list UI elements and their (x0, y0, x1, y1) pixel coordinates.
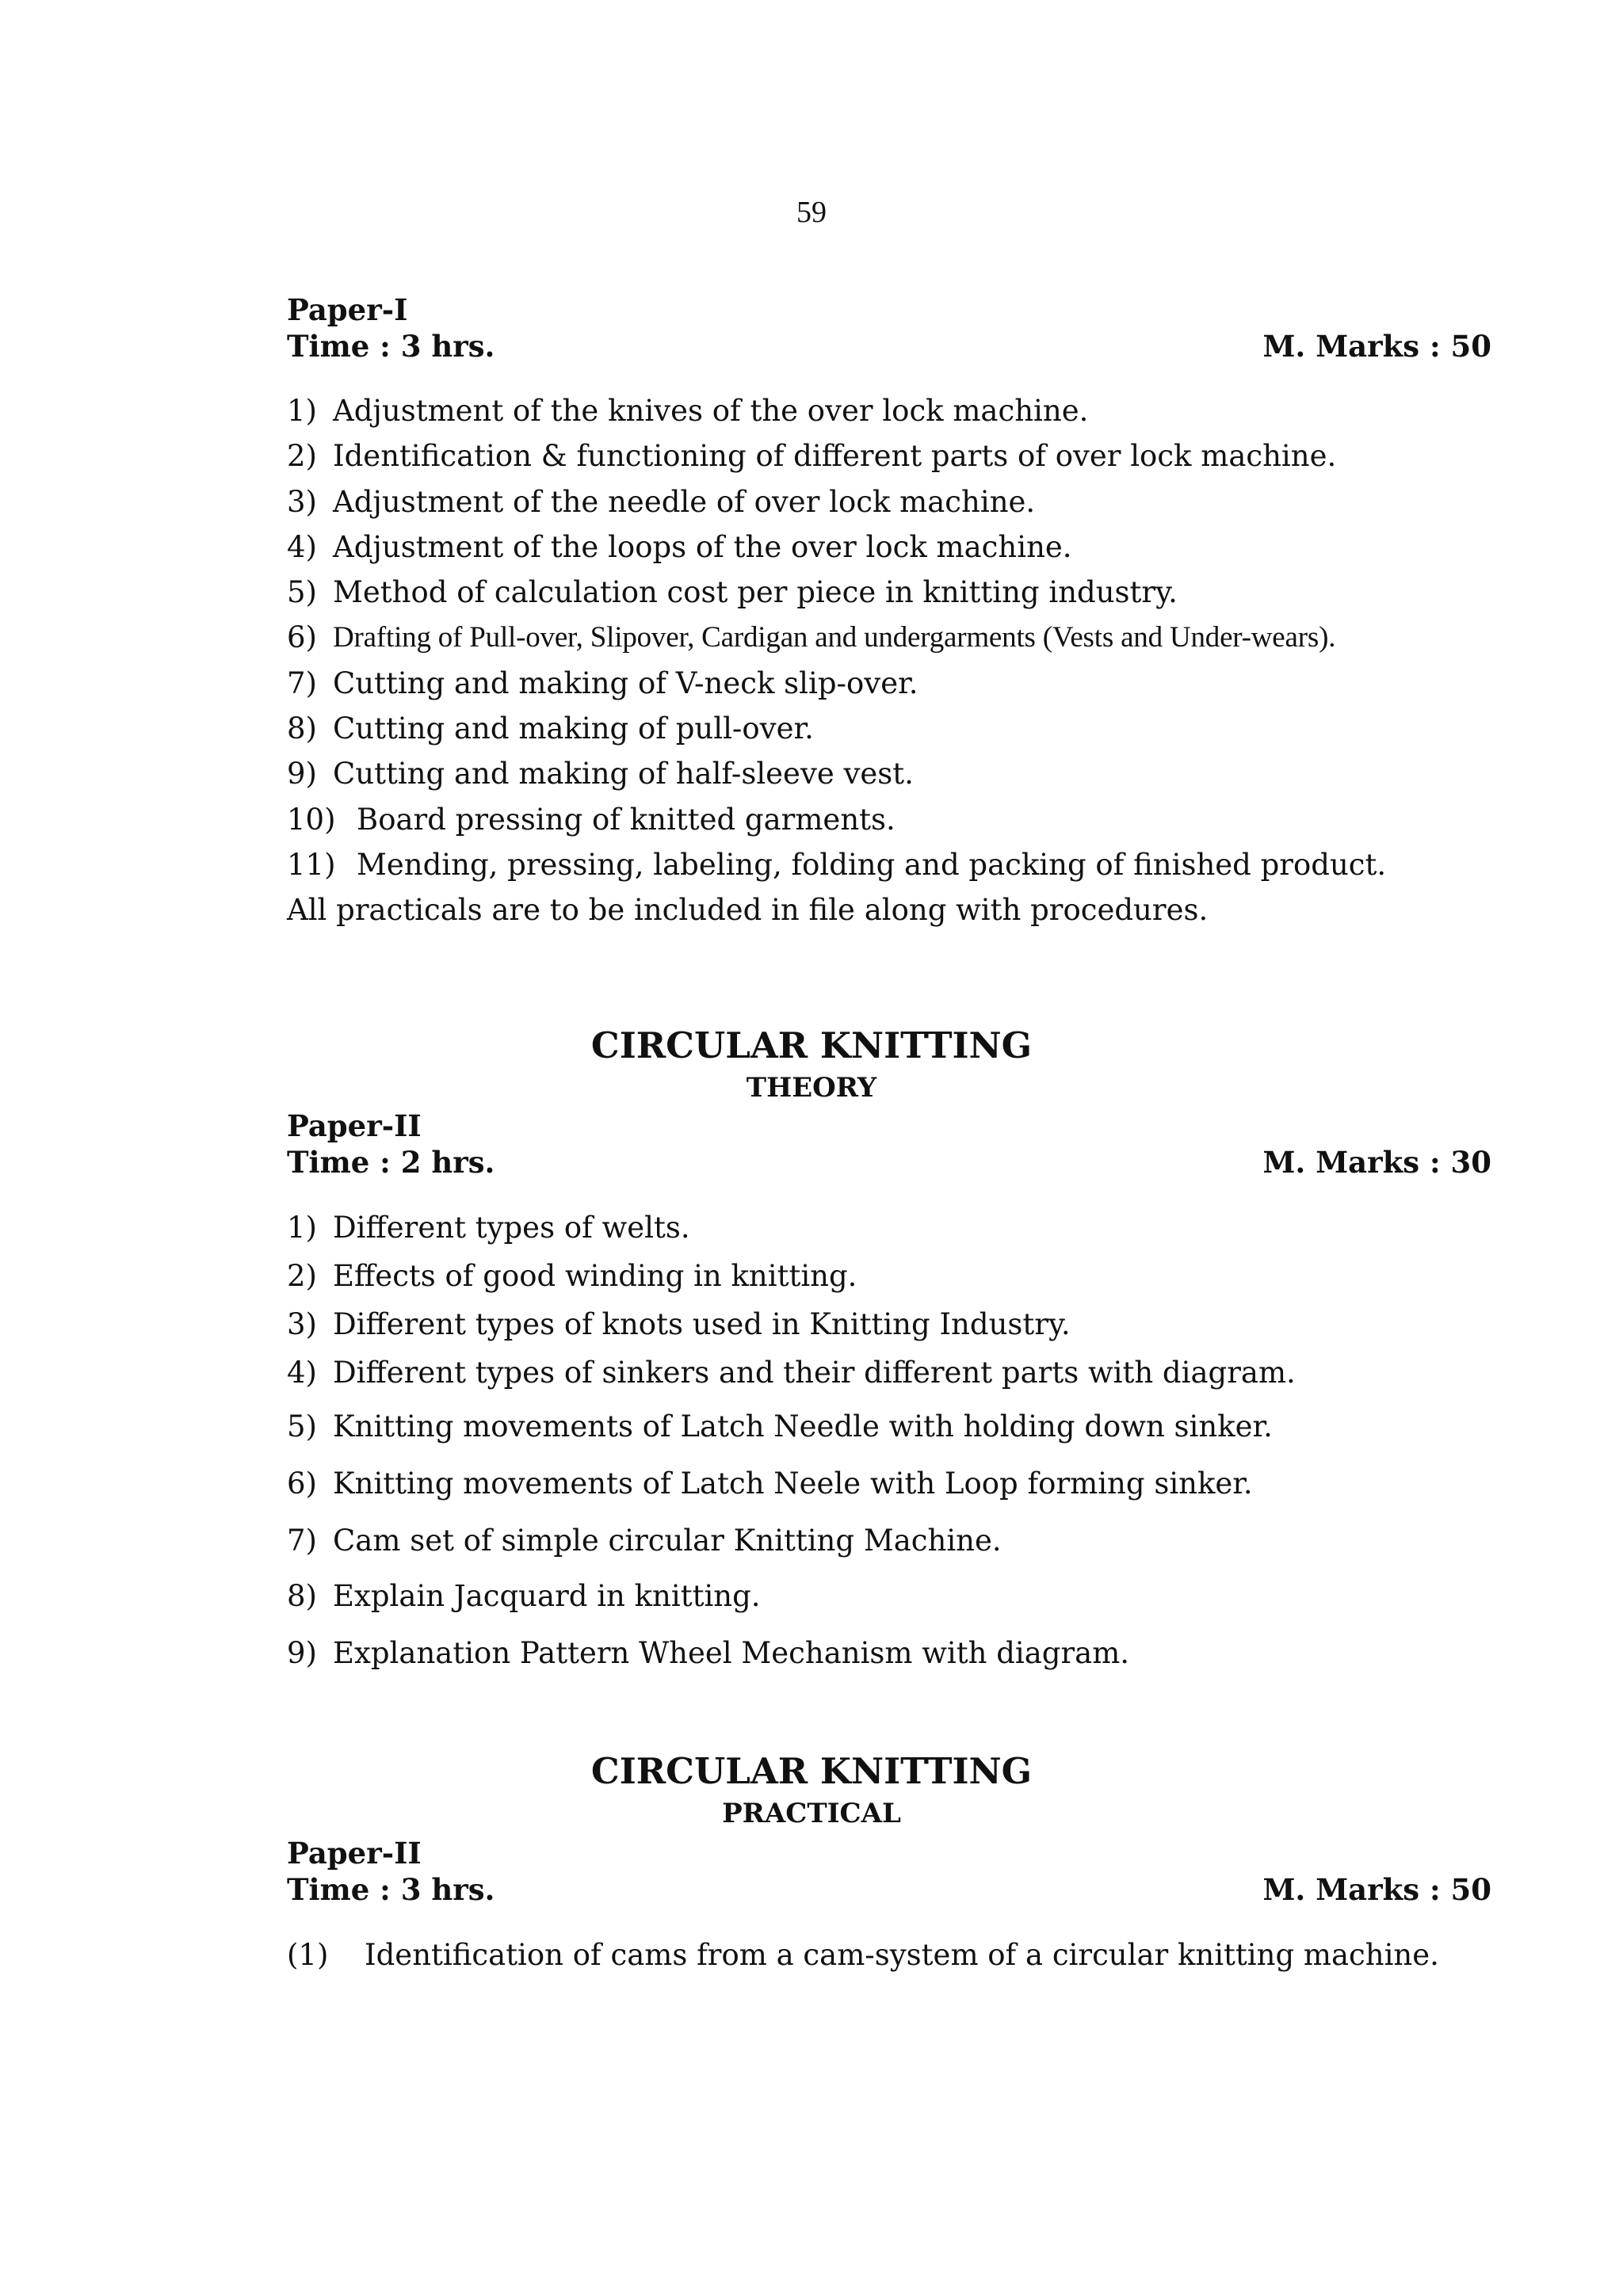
practical-subtitle: PRACTICAL (722, 1798, 901, 1829)
list-item: 5) Knitting movements of Latch Needle with holding down sinker. (287, 1409, 1273, 1444)
list-item: 3) Different types of knots used in Knitting Industry. (287, 1307, 1071, 1341)
theory-header-row (287, 1144, 1491, 1180)
list-item: 7) Cam set of simple circular Knitting Machine. (287, 1524, 1002, 1558)
list-item: 9) Explanation Pattern Wheel Mechanism with diagram. (287, 1636, 1130, 1670)
list-item: 9) Cutting and making of half-sleeve vest. (287, 757, 914, 791)
practical-title: CIRCULAR KNITTING (590, 1750, 1033, 1792)
list-item: 10) Board pressing of knitted garments. (287, 802, 896, 837)
paper1-time: Time : 3 hrs. (287, 329, 495, 364)
practical-marks: M. Marks : 50 (1262, 1872, 1491, 1907)
theory-title: CIRCULAR KNITTING (590, 1024, 1033, 1066)
page-number: 59 (796, 196, 827, 229)
theory-subtitle: THEORY (746, 1072, 877, 1104)
list-item: 3) Adjustment of the needle of over lock machine. (287, 484, 1036, 519)
list-item: 1) Different types of welts. (287, 1211, 690, 1245)
practical-section (287, 1835, 1491, 1979)
list-item: 4) Adjustment of the loops of the over lock machine. (287, 529, 1072, 564)
paper1-label: Paper-I (287, 292, 408, 327)
list-item: 6) Drafting of Pull-over, Slipover, Cardigan and undergarments (Vests and Under-wears). (287, 620, 1336, 655)
list-item: 8) Cutting and making of pull-over. (287, 711, 814, 746)
paper1-header-row (287, 328, 1491, 364)
paper1-note: All practicals are to be included in file along with procedures. (287, 893, 1209, 928)
practical-header-row (287, 1871, 1491, 1908)
list-item: 1) Adjustment of the knives of the over lock machine. (287, 394, 1089, 428)
list-item: 2) Identification & functioning of different parts of over lock machine. (287, 439, 1337, 474)
practical-paper-label: Paper-II (287, 1836, 422, 1871)
practical-list (287, 1932, 1491, 1979)
list-item: 5) Method of calculation cost per piece in knitting industry. (287, 575, 1178, 610)
paper1-list (287, 388, 1491, 887)
list-item: (1) Identification of cams from a cam-system of a circular knitting machine. (287, 1938, 1439, 1972)
practical-time: Time : 3 hrs. (287, 1872, 495, 1907)
paper1-section (287, 292, 1491, 933)
list-item: 6) Knitting movements of Latch Neele with Loop forming sinker. (287, 1466, 1253, 1501)
paper1-marks: M. Marks : 50 (1262, 329, 1491, 364)
list-item: 2) Effects of good winding in knitting. (287, 1259, 857, 1293)
list-item: 11) Mending, pressing, labeling, folding and packing of finished product. (287, 847, 1387, 882)
theory-marks: M. Marks : 30 (1262, 1145, 1491, 1180)
list-item: 7) Cutting and making of V-neck slip-over. (287, 666, 918, 700)
theory-time: Time : 2 hrs. (287, 1145, 495, 1180)
theory-section (287, 1108, 1491, 1677)
list-item: 4) Different types of sinkers and their different parts with diagram. (287, 1356, 1296, 1390)
list-item: 8) Explain Jacquard in knitting. (287, 1579, 761, 1613)
theory-list (287, 1204, 1491, 1677)
theory-paper-label: Paper-II (287, 1108, 422, 1143)
